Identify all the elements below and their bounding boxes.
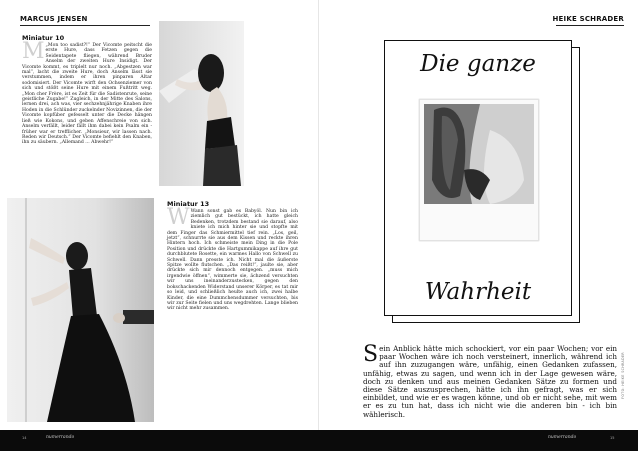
header-rule-left bbox=[20, 25, 150, 26]
page-number-left: 14 bbox=[22, 436, 27, 440]
photo-woman-corset bbox=[7, 198, 154, 422]
polaroid-photo bbox=[419, 99, 539, 241]
title-line-2: Wahrheit bbox=[424, 279, 532, 305]
photo-credit: FOTO: HEIKE SCHRADER bbox=[621, 352, 625, 399]
miniatur-10-body: „Mon too sadist?!“ Der Vicomte peitscht die erste Hure, dass Fetzen gegen die Seidentapete fliegen, während Bruder Anselm der zweiten Hure Insidigt. Der Vicomte kommt, es triplelt nur noch. „Abgestzen war mal“, lacht die zweite Hure, doch Anselm lässt sie verstummen, indem er ihren pinparen Altar sodomisiert. Der Vicomte wirft den Ochsenziemer von sich und stößt seine Hure mit einem Fußtritt weg. „Mon cher Frère, ist es Zeit für die Sadistenrute, seine geistliche Zugabe!“ Zugleich, in der Mitte des Salons, lernen drei, ach was, vier sechzehnjährige Knaben ihre Hoden in die Schlünder zuckelnder Novizinnen, die der Vicomte kopfüber gefesselt unter die Decke hängen ließ wie Kokons, und geben Affenschreie von sich. Anselm verfällt, leider fällt ihm dabei kein Psalm ein - früher war er trefflicher. „Monsieur, wir lassen nach. Reden wir Deutsch.“ Der Vicomte befiehlt den Knaben, ihn zu säubern. „Allemand ... Abwehr!“ bbox=[22, 43, 152, 146]
title-frame bbox=[384, 40, 572, 316]
ghost-initial-w: W bbox=[167, 205, 190, 230]
miniatur-10-text bbox=[22, 39, 152, 193]
photo-woman-wall bbox=[159, 21, 244, 186]
miniatur-13-heading: Miniatur 13 bbox=[167, 200, 210, 208]
header-rule-right bbox=[556, 25, 624, 26]
story-text: ein Anblick hätte mich schockiert, vor ein paar Wochen; vor ein paar Wochen wäre ich noch versteinert, innerlich, während ich auf ihn zuzugangen wäre, unfähig, einen Gedanken zufassen, unfähig, etwas zu sagen, und wenn ich in der Lage gewesen wäre, doch zu denken und aus meinen Gedanken Sätze zu formen und diese Sätze auszusprechen, hätte ich ihn gefragt, was er sich einbildet, und wie er es wagen könne, und ob er nicht sehe, mit wem er es zu tun hat, dass ich nicht wie die anderen bin - ich bin wählerisch. bbox=[363, 344, 617, 419]
page-number-right: 15 bbox=[610, 436, 615, 440]
ghost-initial-m: M bbox=[22, 39, 45, 64]
magazine-name-right: numerrando bbox=[548, 435, 577, 440]
miniatur-13-text bbox=[167, 205, 298, 409]
miniatur-10-heading: Miniatur 10 bbox=[22, 34, 65, 42]
author-right: HEIKE SCHRADER bbox=[552, 15, 624, 23]
footer-bar bbox=[0, 430, 638, 451]
story-initial: S bbox=[363, 342, 379, 367]
story-paragraph bbox=[363, 342, 617, 419]
author-left: MARCUS JENSEN bbox=[20, 15, 88, 23]
title-line-1: Die ganze bbox=[420, 51, 536, 77]
magazine-name-left: numerrando bbox=[46, 435, 75, 440]
miniatur-13-body: Wann sonst gab es Babyöl. Nun bin ich ziemlich gut bestückt, ich hatte gleich Bedenken, trotzdem bestand sie darauf, also kniete ich mich hinter sie und stopfte mit dem Finger das Schmiermittel tief rein. „Los, geil, jetzt“, schnurrte sie aus dem Kissen und reckte ihren Hintern hoch. Ich schmeiste mein Ding in die Pole Position und drückte die Hartgummikappe auf ihre gut durchblutete Rosette, ein warmes Hallo von Schwell zu Schwell. Dann presste ich. Nicht mal die äußerste Spitze wollte flutschen. „Das reißt!“, jaulte sie, aber drückte sich mir dennoch entgegen. „muss mich irgendwie öffnen“, wimmerte sie, ächzend versuchten wir uns ineinanderzustecken, gegen den bokschackenden Widerstand unserer Körper, es tat mir so leid, und schließlich heulte auch ich, zwei halbe Kinder, die eine Dummchensdummer versuchten, bis wir zur Seite fielen und uns wegdrehten. Lange blieben wir nicht mehr zusammen. bbox=[167, 209, 298, 312]
